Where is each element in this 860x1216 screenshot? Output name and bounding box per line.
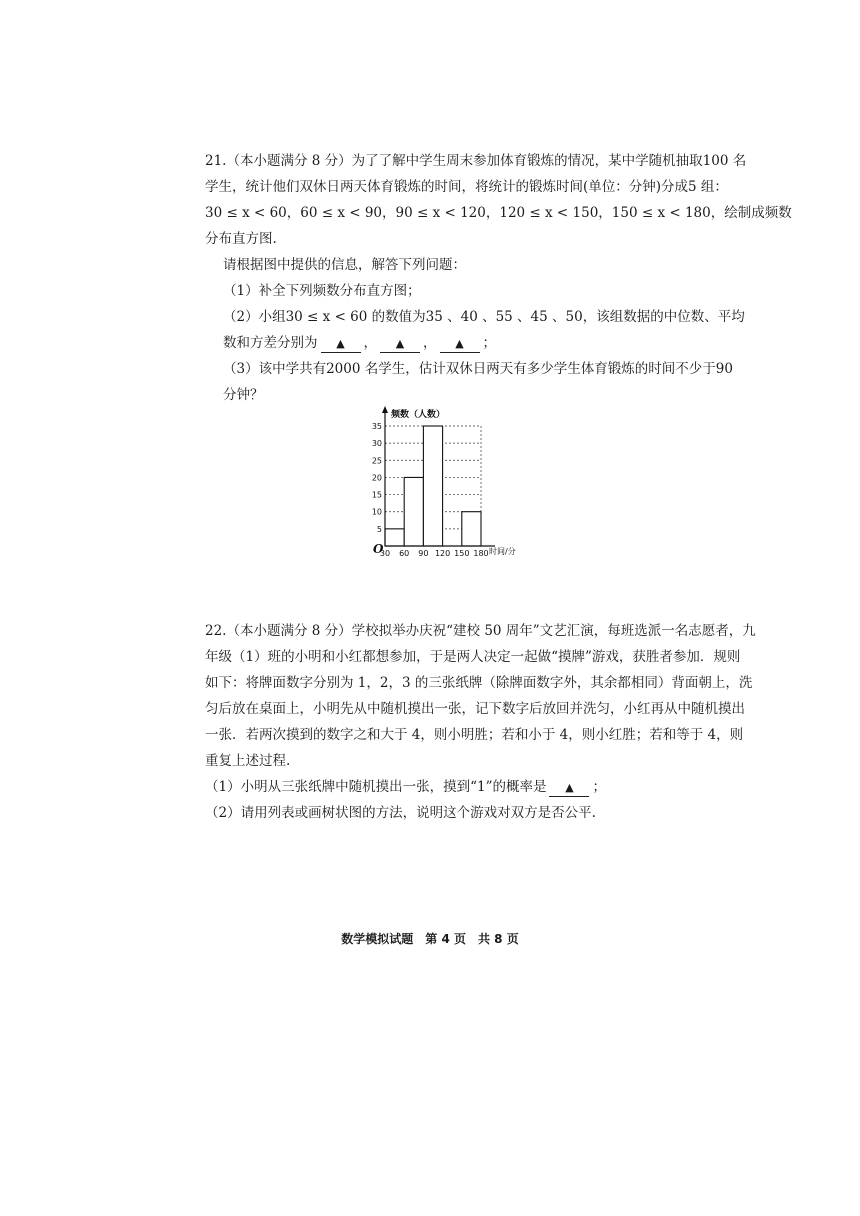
x-tick-label: 60 [399, 549, 410, 558]
q21-sub2-prefix: 数和方差分别为 [223, 335, 318, 351]
y-tick-label: 20 [371, 473, 382, 483]
origin-label: O [373, 542, 384, 556]
question-22 [205, 618, 756, 826]
separator: ， [423, 335, 437, 351]
q22-sub1-prefix: （1）小明从三张纸牌中随机摸出一张，摸到“1”的概率是 [205, 779, 547, 795]
q21-sub2-line2 [205, 330, 665, 356]
q21-sub3-line1: （3）该中学共有2000 名学生，估计双休日两天有多少学生体育锻炼的时间不少于90 [223, 361, 733, 377]
terminator: ； [482, 335, 496, 351]
frequency-histogram [365, 404, 516, 564]
separator: ， [363, 335, 377, 351]
page-footer: 数学模拟试题 第 4 页 共 8 页 [341, 932, 519, 946]
q22-sub2: （2）请用列表或画树状图的方法，说明这个游戏对双方是否公平. [205, 805, 596, 821]
x-tick-label: 150 [454, 549, 470, 558]
q22-text-line: 22.（本小题满分 8 分）学校拟举办庆祝“建校 50 周年”文艺汇演，每班选派一名志愿者，九 [205, 623, 756, 639]
q21-prompt: 请根据图中提供的信息，解答下列问题： [223, 257, 466, 273]
y-tick-label: 5 [376, 524, 382, 534]
answer-blank-probability: ▲ [549, 780, 589, 797]
y-tick-label: 30 [371, 439, 382, 449]
histogram-bar [423, 426, 442, 546]
answer-blank-variance: ▲ [440, 336, 480, 353]
question-21 [205, 148, 792, 408]
q21-text-line: 分布直方图. [205, 231, 277, 247]
x-axis-label: 时间/分 [489, 547, 516, 556]
y-tick-label: 10 [371, 507, 382, 517]
histogram-bar [385, 529, 404, 546]
x-tick-label: 90 [418, 549, 429, 558]
q21-text-line: 21.（本小题满分 8 分）为了了解中学生周末参加体育锻炼的情况，某中学随机抽取100 名 [205, 153, 747, 169]
histogram-bar [404, 477, 423, 546]
q21-sub2-line1: （2）小组30 ≤ x < 60 的数值为35 、40 、55 、45 、50，该组数据的中位数、平均 [223, 309, 745, 325]
q22-sub1 [205, 774, 665, 800]
q22-text-line: 一张．若两次摸到的数字之和大于 4，则小明胜；若和小于 4，则小红胜；若和等于 4，则 [205, 727, 744, 743]
x-tick-label: 180 [473, 549, 489, 558]
y-tick-label: 15 [371, 490, 382, 500]
q21-text-line: 学生，统计他们双休日两天体育锻炼的时间，将统计的锻炼时间(单位：分钟)分成5 组： [205, 179, 728, 195]
q22-text-line: 匀后放在桌面上，小明先从中随机摸出一张，记下数字后放回并洗匀，小红再从中随机摸出 [205, 701, 745, 717]
x-tick-label: 30 [379, 549, 391, 558]
q21-text-line: 30 ≤ x < 60，60 ≤ x < 90，90 ≤ x < 120，120 ≤ x < 150，150 ≤ x < 180，绘制成频数 [205, 205, 792, 221]
q22-text-line: 年级（1）班的小明和小红都想参加，于是两人决定一起做“摸牌”游戏，获胜者参加．规则 [205, 649, 741, 665]
q21-sub1: （1）补全下列频数分布直方图； [223, 283, 421, 299]
answer-blank-mean: ▲ [380, 336, 420, 353]
y-tick-label: 35 [371, 422, 382, 431]
histogram-bar [462, 512, 481, 546]
q21-sub3-line2: 分钟？ [223, 387, 264, 403]
terminator: ； [592, 779, 606, 795]
q22-text-line: 如下：将牌面数字分别为 1，2，3 的三张纸牌（除牌面数字外，其余都相同）背面朝上，洗 [205, 675, 753, 691]
y-axis-label: 频数（人数） [391, 410, 446, 420]
x-tick-label: 120 [434, 549, 451, 558]
y-tick-label: 25 [371, 456, 382, 466]
q22-text-line: 重复上述过程. [205, 753, 291, 769]
y-axis-arrow [382, 406, 388, 413]
answer-blank-median: ▲ [321, 336, 361, 353]
